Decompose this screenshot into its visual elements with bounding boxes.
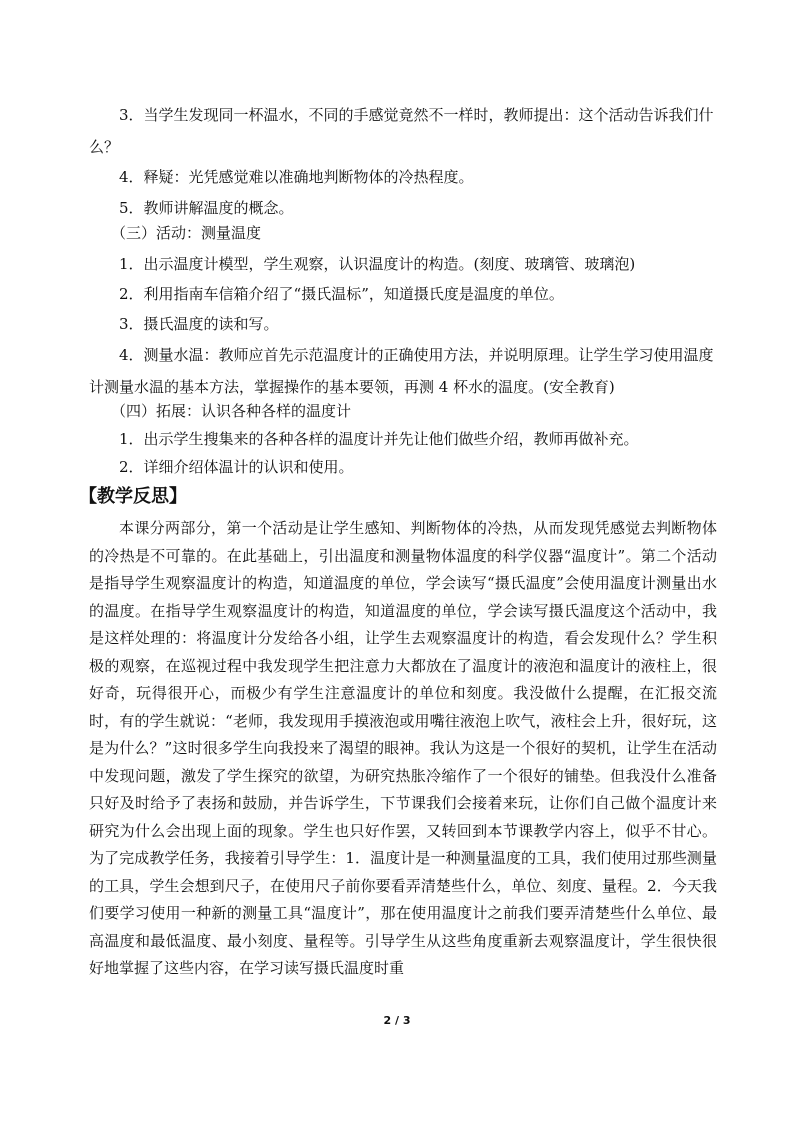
page-number: 2 / 3	[383, 1014, 411, 1027]
reflection-heading: 【教学反思】	[79, 486, 187, 507]
list-item-5: 5．教师讲解温度的概念。	[119, 199, 294, 217]
subsection-3-item-4: 4．测量水温：教师应首先示范温度计的正确使用方法，并说明原理。让学生学习使用温度计测量水温的基本方法，掌握操作的基本要领，再测 4 杯水的温度。(安全教育)	[89, 346, 714, 396]
list-item-4: 4．释疑：光凭感觉难以准确地判断物体的冷热程度。	[119, 168, 474, 186]
subsection-3-item-2: 2．利用指南车信箱介绍了“摄氏温标”，知道摄氏度是温度的单位。	[119, 285, 564, 303]
subsection-3-heading: （三）活动：测量温度	[111, 224, 262, 242]
subsection-4-item-2: 2．详细介绍体温计的认识和使用。	[119, 458, 354, 476]
subsection-4-item-1: 1．出示学生搜集来的各种各样的温度计并先让他们做些介绍，教师再做补充。	[119, 430, 639, 448]
subsection-3-item-1: 1．出示温度计模型，学生观察，认识温度计的构造。(刻度、玻璃管、玻璃泡)	[119, 255, 636, 273]
subsection-3-item-3: 3．摄氏温度的读和写。	[119, 315, 279, 333]
subsection-4-heading: （四）拓展：认识各种各样的温度计	[111, 402, 352, 420]
list-item-3: 3．当学生发现同一杯温水，不同的手感觉竟然不一样时，教师提出：这个活动告诉我们什么？	[89, 106, 714, 156]
reflection-paragraph: 本课分两部分，第一个活动是让学生感知、判断物体的冷热，从而发现凭感觉去判断物体的冷热是不可靠的。在此基础上，引出温度和测量物体温度的科学仪器“温度计”。第二个活动是指导学生观察温度计的构造，知道温度的单位，学会读写“摄氏温度”会使用温度计测量出水的温度。在指导学生观察温度计的构造，知道温度的单位，学会读写摄氏温度这个活动中，我是这样处理的：将温度计分发给各小组，让学生去观察温度计的构造，看会发现什么？学生积极的观察，在巡视过程中我发现学生把注意力大都放在了温度计的液泡和温度计的液柱上，很好奇，玩得很开心，而极少有学生注意温度计的单位和刻度。我没做什么提醒，在汇报交流时，有的学生就说：“老师，我发现用手摸液泡或用嘴往液泡上吹气，液柱会上升，很好玩，这是为什么？”这时很多学生向我投来了渴望的眼神。我认为这是一个很好的契机，让学生在活动中发现问题，激发了学生探究的欲望，为研究热胀冷缩作了一个很好的铺垫。但我没什么准备只好及时给予了表扬和鼓励，并告诉学生，下节课我们会接着来玩，让你们自己做个温度计来研究为什么会出现上面的现象。学生也只好作罢，又转回到本节课教学内容上，似乎不甘心。为了完成教学任务，我接着引导学生：1．温度计是一种测量温度的工具，我们使用过那些测量的工具，学生会想到尺子，在使用尺子前你要看弄清楚些什么，单位、刻度、量程。2．今天我们要学习使用一种新的测量工具“温度计”，那在使用温度计之前我们要弄清楚些什么单位、最高温度和最低温度、最小刻度、量程等。引导学生从这些角度重新去观察温度计，学生很快很好地掌握了这些内容，在学习读写摄氏温度时重	[89, 519, 717, 977]
